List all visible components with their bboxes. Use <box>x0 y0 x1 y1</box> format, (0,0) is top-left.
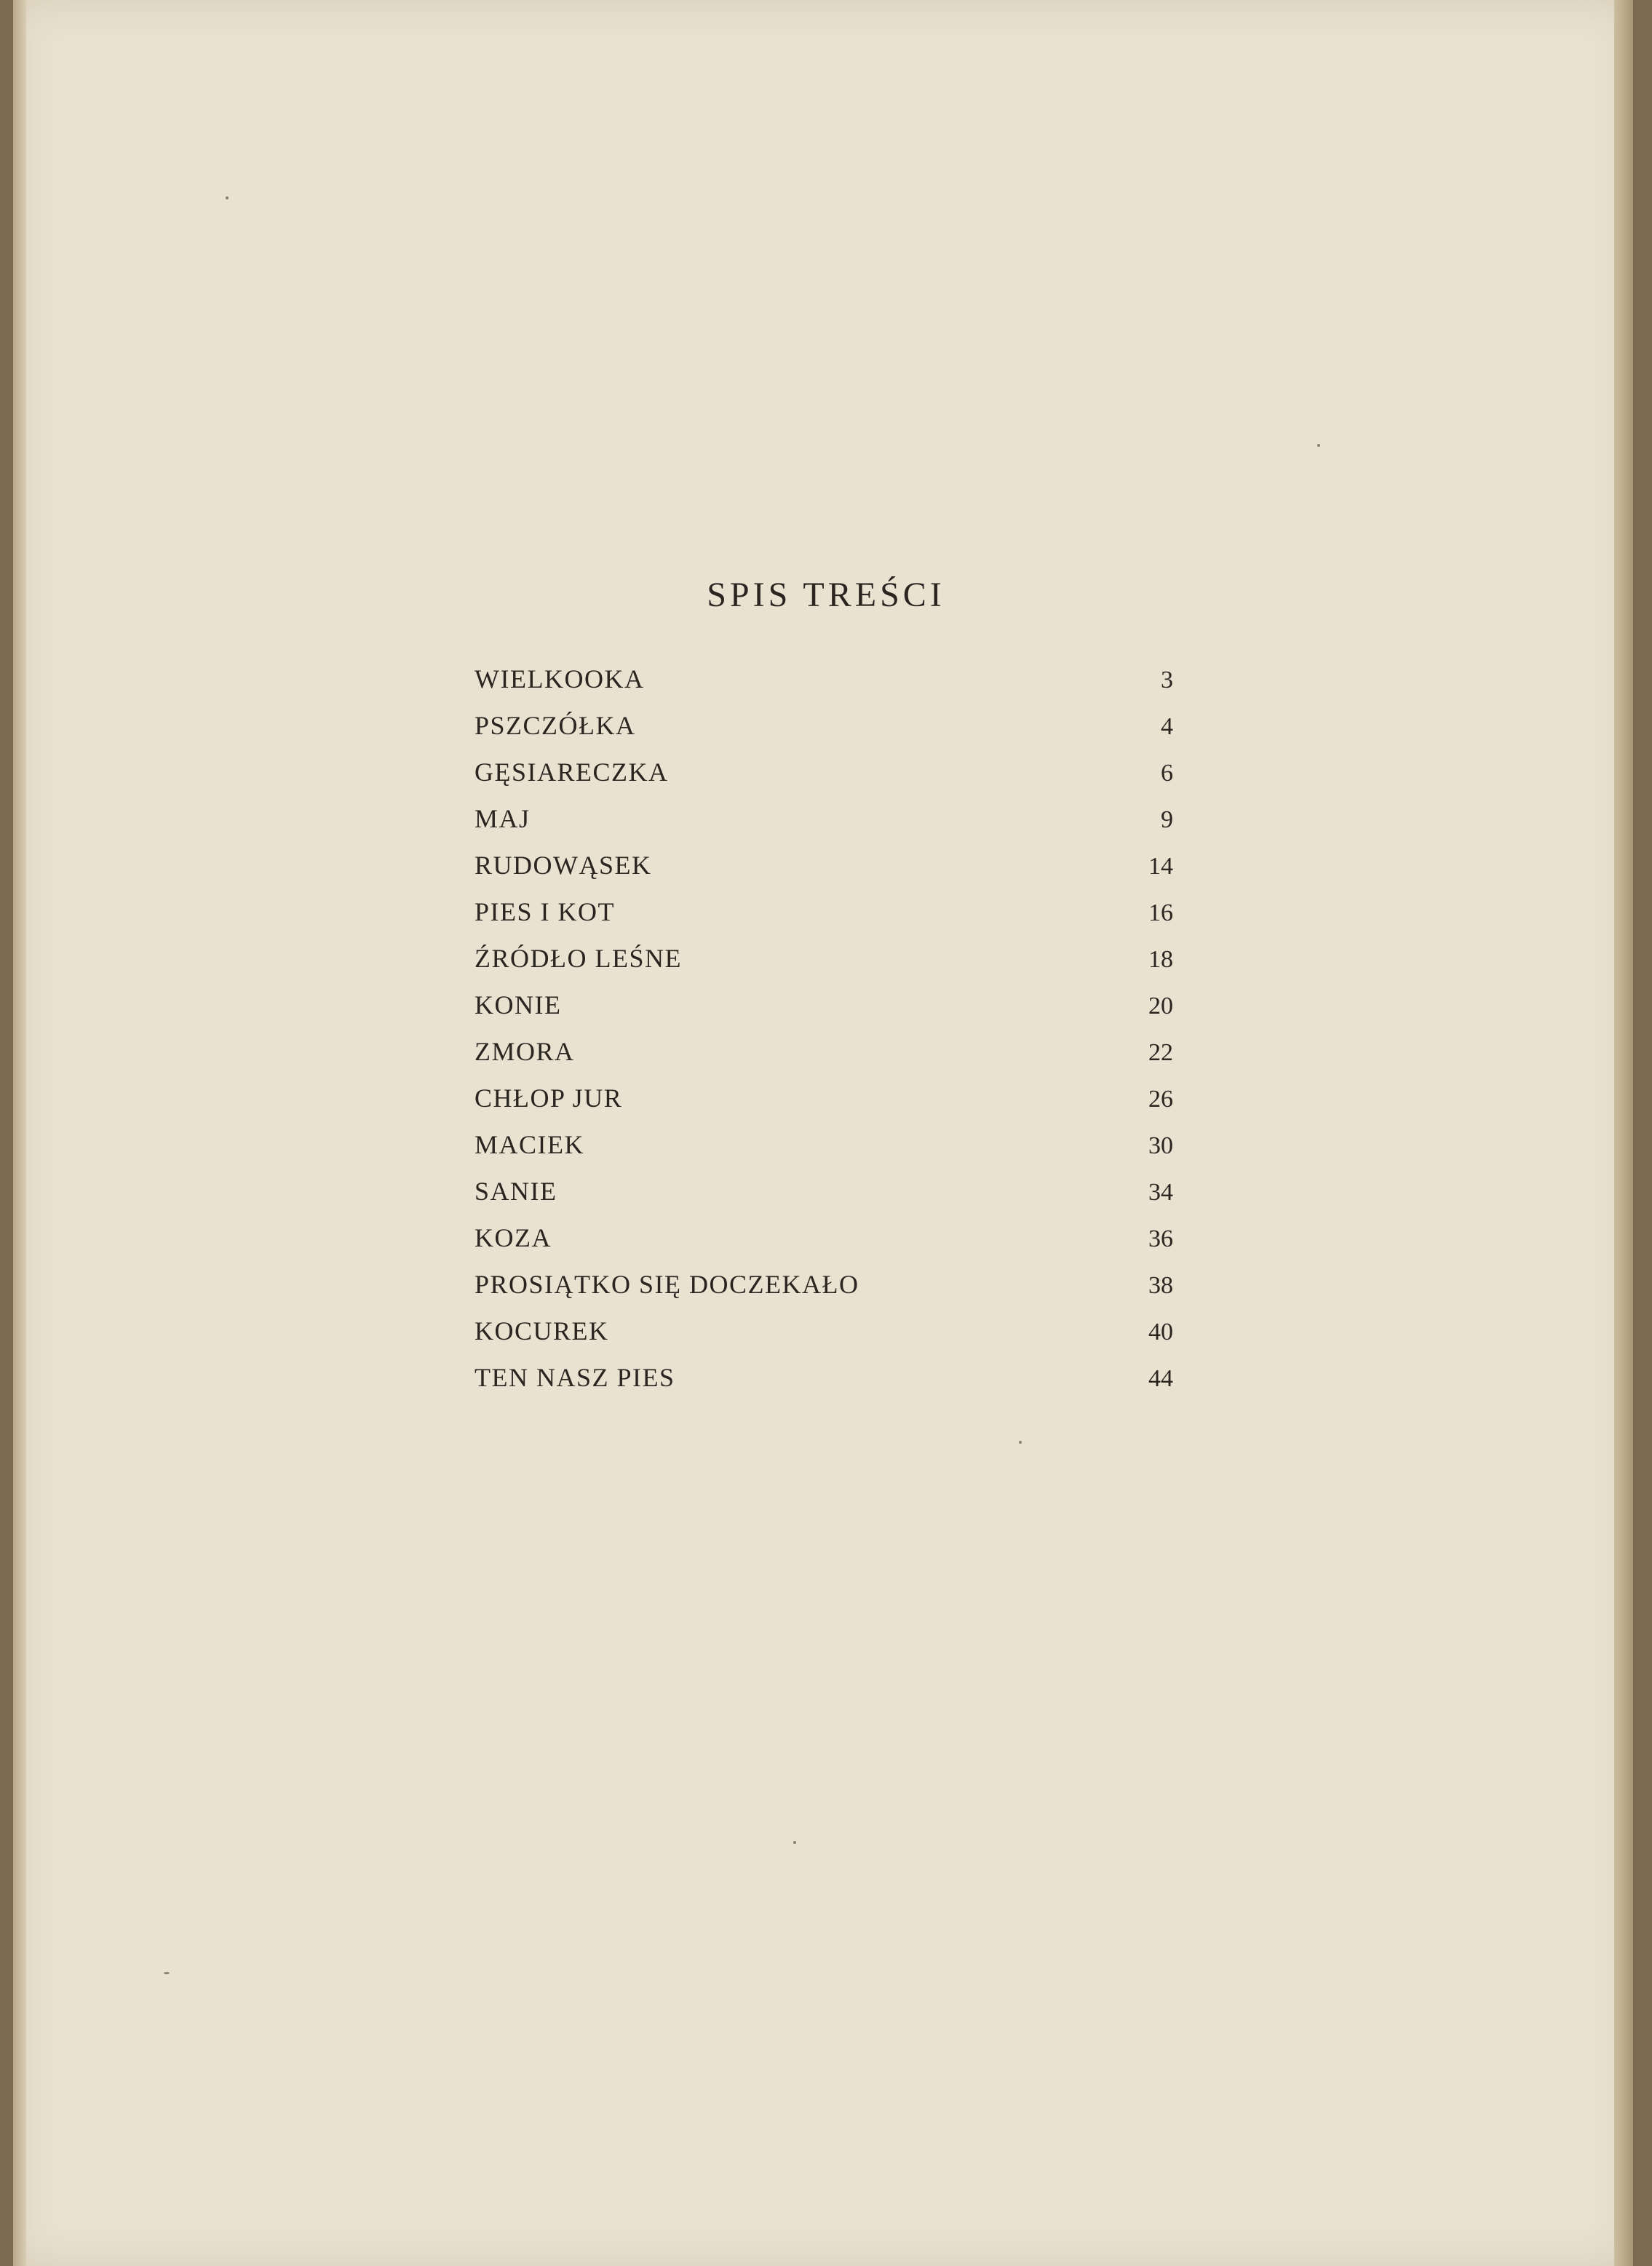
toc-entry <box>474 850 1173 897</box>
toc-entry-page-number: 4 <box>1161 713 1173 740</box>
toc-entry-page-number: 3 <box>1161 667 1173 693</box>
toc-entry-title: ZMORA <box>474 1037 575 1066</box>
toc-entry-title: RUDOWĄSEK <box>474 851 652 880</box>
toc-entry <box>474 1036 1173 1083</box>
toc-entry-title: SANIE <box>474 1177 557 1206</box>
toc-entry-page-number: 30 <box>1148 1132 1173 1159</box>
toc-entry <box>474 757 1173 803</box>
toc-entry-page-number: 18 <box>1148 946 1173 973</box>
toc-entry-title: PSZCZÓŁKA <box>474 711 636 740</box>
toc-entry-page-number: 6 <box>1161 760 1173 787</box>
toc-entry <box>474 990 1173 1036</box>
toc-entry <box>474 1176 1173 1223</box>
toc-entry <box>474 1129 1173 1176</box>
toc-entry-title: WIELKOOKA <box>474 664 645 693</box>
toc-entry <box>474 897 1173 943</box>
toc-entry-title: CHŁOP JUR <box>474 1084 623 1113</box>
toc-entry-page-number: 40 <box>1148 1319 1173 1345</box>
toc-entry-title: KONIE <box>474 990 562 1019</box>
toc-entry-page-number: 38 <box>1148 1272 1173 1299</box>
toc-entry-page-number: 14 <box>1148 853 1173 880</box>
toc-entry-page-number: 16 <box>1148 899 1173 926</box>
toc-entry <box>474 1362 1173 1409</box>
toc-entry <box>474 943 1173 990</box>
toc-entry <box>474 1223 1173 1269</box>
toc-entry-title: MAJ <box>474 804 531 833</box>
toc-entry-title: PROSIĄTKO SIĘ DOCZEKAŁO <box>474 1270 859 1299</box>
toc-entry-title: KOZA <box>474 1223 552 1252</box>
toc-entry-title: KOCUREK <box>474 1316 609 1345</box>
toc-entry-title: GĘSIARECZKA <box>474 758 669 787</box>
toc-entry <box>474 1316 1173 1362</box>
toc-entry-page-number: 22 <box>1148 1039 1173 1066</box>
toc-entry-title: PIES I KOT <box>474 897 615 926</box>
toc-entry-title: MACIEK <box>474 1130 584 1159</box>
toc-entry-page-number: 44 <box>1148 1365 1173 1392</box>
toc-entry-page-number: 36 <box>1148 1225 1173 1252</box>
toc-entry-title: ŹRÓDŁO LEŚNE <box>474 944 682 973</box>
toc-entry-page-number: 9 <box>1161 806 1173 833</box>
toc-list <box>474 664 1173 1409</box>
toc-entry <box>474 664 1173 710</box>
toc-entry <box>474 1083 1173 1129</box>
toc-entry-page-number: 20 <box>1148 993 1173 1019</box>
toc-entry <box>474 803 1173 850</box>
toc-entry-page-number: 26 <box>1148 1086 1173 1113</box>
toc-title: SPIS TREŚCI <box>707 576 945 614</box>
toc-entry <box>474 1269 1173 1316</box>
toc-entry <box>474 710 1173 757</box>
toc-entry-page-number: 34 <box>1148 1179 1173 1206</box>
toc-entry-title: TEN NASZ PIES <box>474 1363 675 1392</box>
